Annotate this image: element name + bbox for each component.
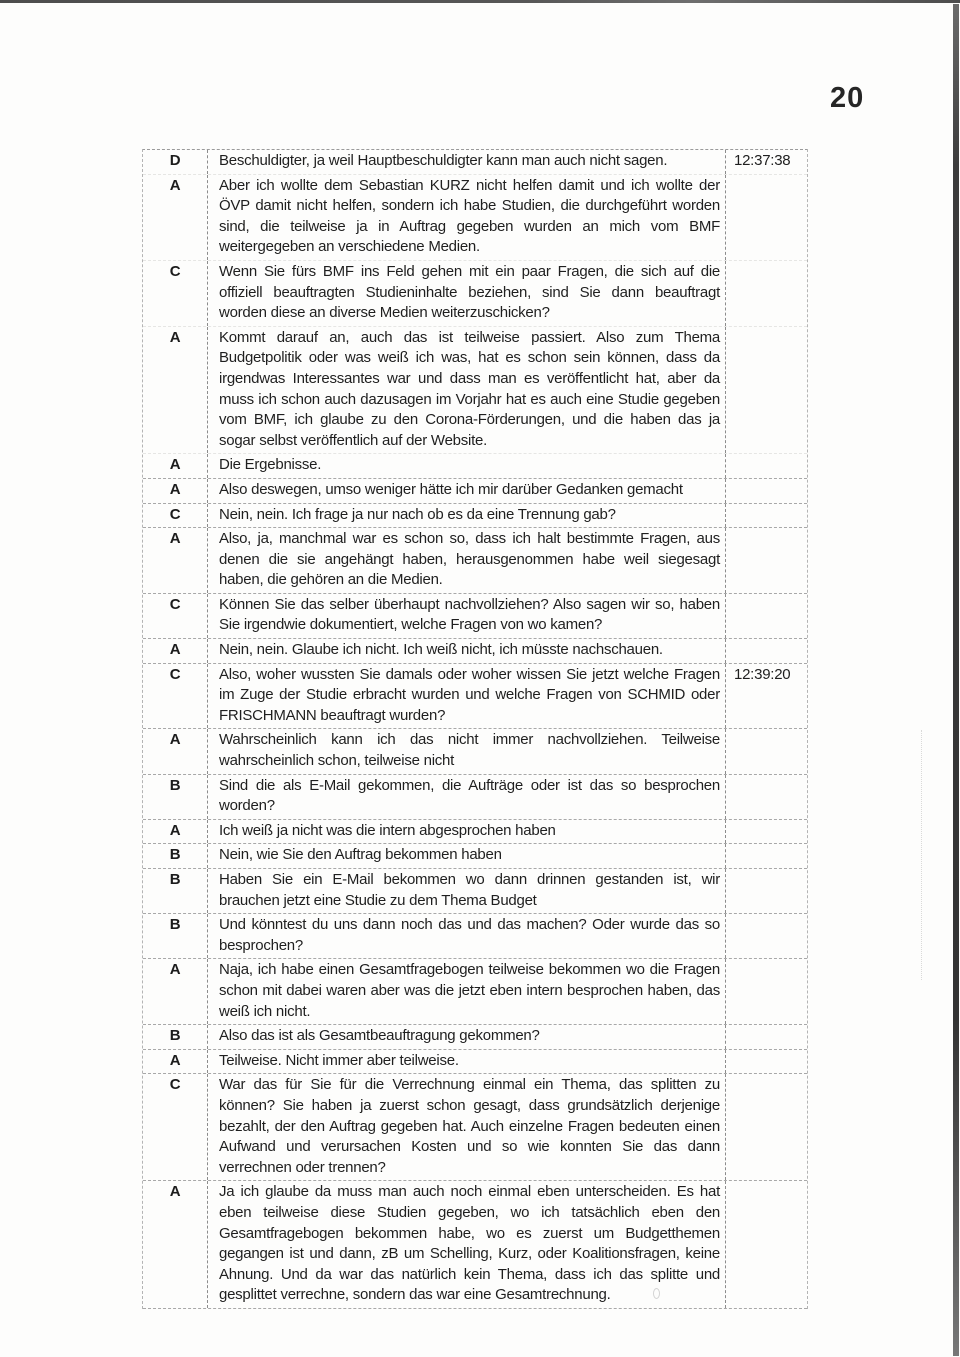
utterance-text: Ja ich glaube da muss man auch noch einmal eben unterscheiden. Es hat eben teilweise diese Studien gegeben, wo ich tatsächlich eben den Gesamtfragebogen bekommen habe, wo es zuerst um Budgetthemen gegangen ist und dann, zB um Schelling, Kurz, oder Koalitionsfragen, keine Ahnung. Und da war das natürlich kein Thema, dass ich das splitte und gesplittet verrechne, sondern das war eine Gesamtrechnung. xyxy=(208,1181,726,1308)
timestamp xyxy=(726,1181,807,1308)
speaker-label: A xyxy=(143,1181,208,1308)
timestamp: 12:39:20 xyxy=(734,665,791,683)
utterance-text: Naja, ich habe einen Gesamtfragebogen teilweise bekommen wo die Fragen schon mit dabei waren aber was die jetzt eben intern besprochen haben, das weiß ich nicht. xyxy=(208,959,726,1024)
utterance-text: Haben Sie ein E-Mail bekommen wo dann drinnen gestanden ist, wir brauchen jetzt eine Studie zu dem Thema Budget xyxy=(208,869,726,913)
utterance-text: Also, woher wussten Sie damals oder woher wissen Sie jetzt welche Fragen im Zuge der Studie erbracht wurden und welche Fragen von SCHMID oder FRISCHMANN beauftragt wurden? xyxy=(208,664,726,729)
timestamp xyxy=(726,914,807,958)
scan-top-edge-artifact xyxy=(0,0,960,3)
speaker-label: A xyxy=(143,528,208,593)
speaker-label: B xyxy=(143,914,208,958)
transcript-row xyxy=(143,914,807,959)
timestamp xyxy=(726,1050,807,1074)
scan-right-edge-artifact xyxy=(953,4,959,1356)
utterance-text: Wahrscheinlich kann ich das nicht immer nachvollziehen. Teilweise wahrscheinlich schon, teilweise nicht xyxy=(208,729,726,773)
utterance-text: Also das ist als Gesamtbeauftragung gekommen? xyxy=(208,1025,726,1049)
speaker-label: C xyxy=(143,504,208,528)
transcript-row xyxy=(143,775,807,820)
page-number: 20 xyxy=(830,82,865,114)
transcript-row xyxy=(143,528,807,594)
transcript-row xyxy=(143,261,807,327)
timestamp xyxy=(726,869,807,913)
transcript-row xyxy=(143,1025,807,1050)
speaker-label: A xyxy=(143,175,208,260)
timestamp xyxy=(726,504,807,528)
speaker-label: A xyxy=(143,454,208,478)
timestamp xyxy=(726,820,807,844)
utterance-text: Beschuldigter, ja weil Hauptbeschuldigter kann man auch nicht sagen. xyxy=(208,150,726,174)
timestamp xyxy=(726,775,807,819)
scan-dotted-trace-artifact xyxy=(921,730,923,980)
timestamp: 12:37:38 xyxy=(734,152,791,169)
timestamp xyxy=(726,1074,807,1180)
transcript-row xyxy=(143,820,807,845)
utterance-text: Nein, wie Sie den Auftrag bekommen haben xyxy=(208,844,726,868)
transcript-row xyxy=(143,869,807,914)
utterance-text: Ich weiß ja nicht was die intern abgesprochen haben xyxy=(208,820,726,844)
transcript-row xyxy=(143,844,807,869)
transcript-row xyxy=(143,959,807,1025)
transcript-row xyxy=(143,664,807,730)
speaker-label: A xyxy=(143,959,208,1024)
transcript-table xyxy=(142,149,808,1309)
utterance-text: Also, ja, manchmal war es schon so, dass ich halt bestimmte Fragen, aus denen die sie angehängt haben, herausgenommen habe weil siegesagt haben, die gehören an die Medien. xyxy=(208,528,726,593)
utterance-text: Aber ich wollte dem Sebastian KURZ nicht helfen damit und ich wollte der ÖVP damit nicht helfen, sondern ich habe Studien, die durchgeführt worden sind, die teilweise ja in Auftrag gegeben wurden an mich vom BMF weitergegeben an verschiedene Medien. xyxy=(208,175,726,260)
transcript-row xyxy=(143,504,807,529)
utterance-text: Und könntest du uns dann noch das und das machen? Oder wurde das so besprochen? xyxy=(208,914,726,958)
utterance-text: War das für Sie für die Verrechnung einmal ein Thema, das splitten zu können? Sie haben ja zuerst schon gesagt, dass grundsätzlich derjenige bezahlt, der den Auftrag gegeben hat. Auch einzelne Fragen bedeuten einen Aufwand und verursachen Kosten und so wie konnten Sie das dann verrechnen oder trennen? xyxy=(208,1074,726,1180)
timestamp xyxy=(726,175,807,260)
timestamp xyxy=(726,959,807,1024)
transcript-row xyxy=(143,175,807,261)
speaker-label: A xyxy=(143,479,208,503)
timestamp xyxy=(726,528,807,593)
timestamp xyxy=(726,844,807,868)
utterance-text: Nein, nein. Glaube ich nicht. Ich weiß nicht, ich müsste nachschauen. xyxy=(208,639,726,663)
speaker-label: B xyxy=(143,775,208,819)
speaker-label: D xyxy=(143,150,208,174)
speaker-label: A xyxy=(143,639,208,663)
speaker-label: B xyxy=(143,844,208,868)
utterance-text: Kommt darauf an, auch das ist teilweise passiert. Also zum Thema Budgetpolitik oder was weiß ich was, hat es schon sein können, dass da irgendwas Interessantes war und dass man es veröffentlicht hat, aber da muss ich schon auch dazusagen im Vorjahr hat es auch eine Studie gegeben vom BMF, ich glaube zu den Corona-Förderungen, und die haben das ja sogar selbst veröffentlich auf der Website. xyxy=(208,327,726,454)
speaker-label: C xyxy=(143,261,208,326)
transcript-row xyxy=(143,1181,807,1309)
utterance-text: Können Sie das selber überhaupt nachvollziehen? Also sagen wir so, haben Sie irgendwie dokumentiert, welche Fragen von wo kamen? xyxy=(208,594,726,638)
speaker-label: A xyxy=(143,729,208,773)
transcript-row xyxy=(143,327,807,455)
timestamp xyxy=(726,594,807,638)
utterance-text: Die Ergebnisse. xyxy=(208,454,726,478)
transcript-row xyxy=(143,639,807,664)
timestamp xyxy=(726,729,807,773)
speaker-label: B xyxy=(143,869,208,913)
utterance-text: Nein, nein. Ich frage ja nur nach ob es da eine Trennung gab? xyxy=(208,504,726,528)
transcript-row xyxy=(143,594,807,639)
timestamp xyxy=(726,1025,807,1049)
transcript-row xyxy=(143,1050,807,1075)
speaker-label: B xyxy=(143,1025,208,1049)
speaker-label: A xyxy=(143,1050,208,1074)
timestamp xyxy=(726,639,807,663)
timestamp xyxy=(726,327,807,454)
utterance-text: Teilweise. Nicht immer aber teilweise. xyxy=(208,1050,726,1074)
transcript-row xyxy=(143,1074,807,1181)
speaker-label: C xyxy=(143,664,208,729)
transcript-row xyxy=(143,150,807,175)
timestamp xyxy=(726,261,807,326)
speaker-label: C xyxy=(143,594,208,638)
transcript-row xyxy=(143,454,807,479)
utterance-text: Wenn Sie fürs BMF ins Feld gehen mit ein paar Fragen, die sich auf die offiziell beauftragten Studieninhalte beziehen, sind Sie dann beauftragt worden diese an diverse Medien weiterzuschicken? xyxy=(208,261,726,326)
utterance-text: Also deswegen, umso weniger hätte ich mir darüber Gedanken gemacht xyxy=(208,479,726,503)
speaker-label: A xyxy=(143,820,208,844)
utterance-text: Sind die als E-Mail gekommen, die Aufträge oder ist das so besprochen worden? xyxy=(208,775,726,819)
timestamp xyxy=(726,454,807,478)
speaker-label: C xyxy=(143,1074,208,1180)
speaker-label: A xyxy=(143,327,208,454)
transcript-row xyxy=(143,479,807,504)
timestamp xyxy=(726,479,807,503)
transcript-row xyxy=(143,729,807,774)
